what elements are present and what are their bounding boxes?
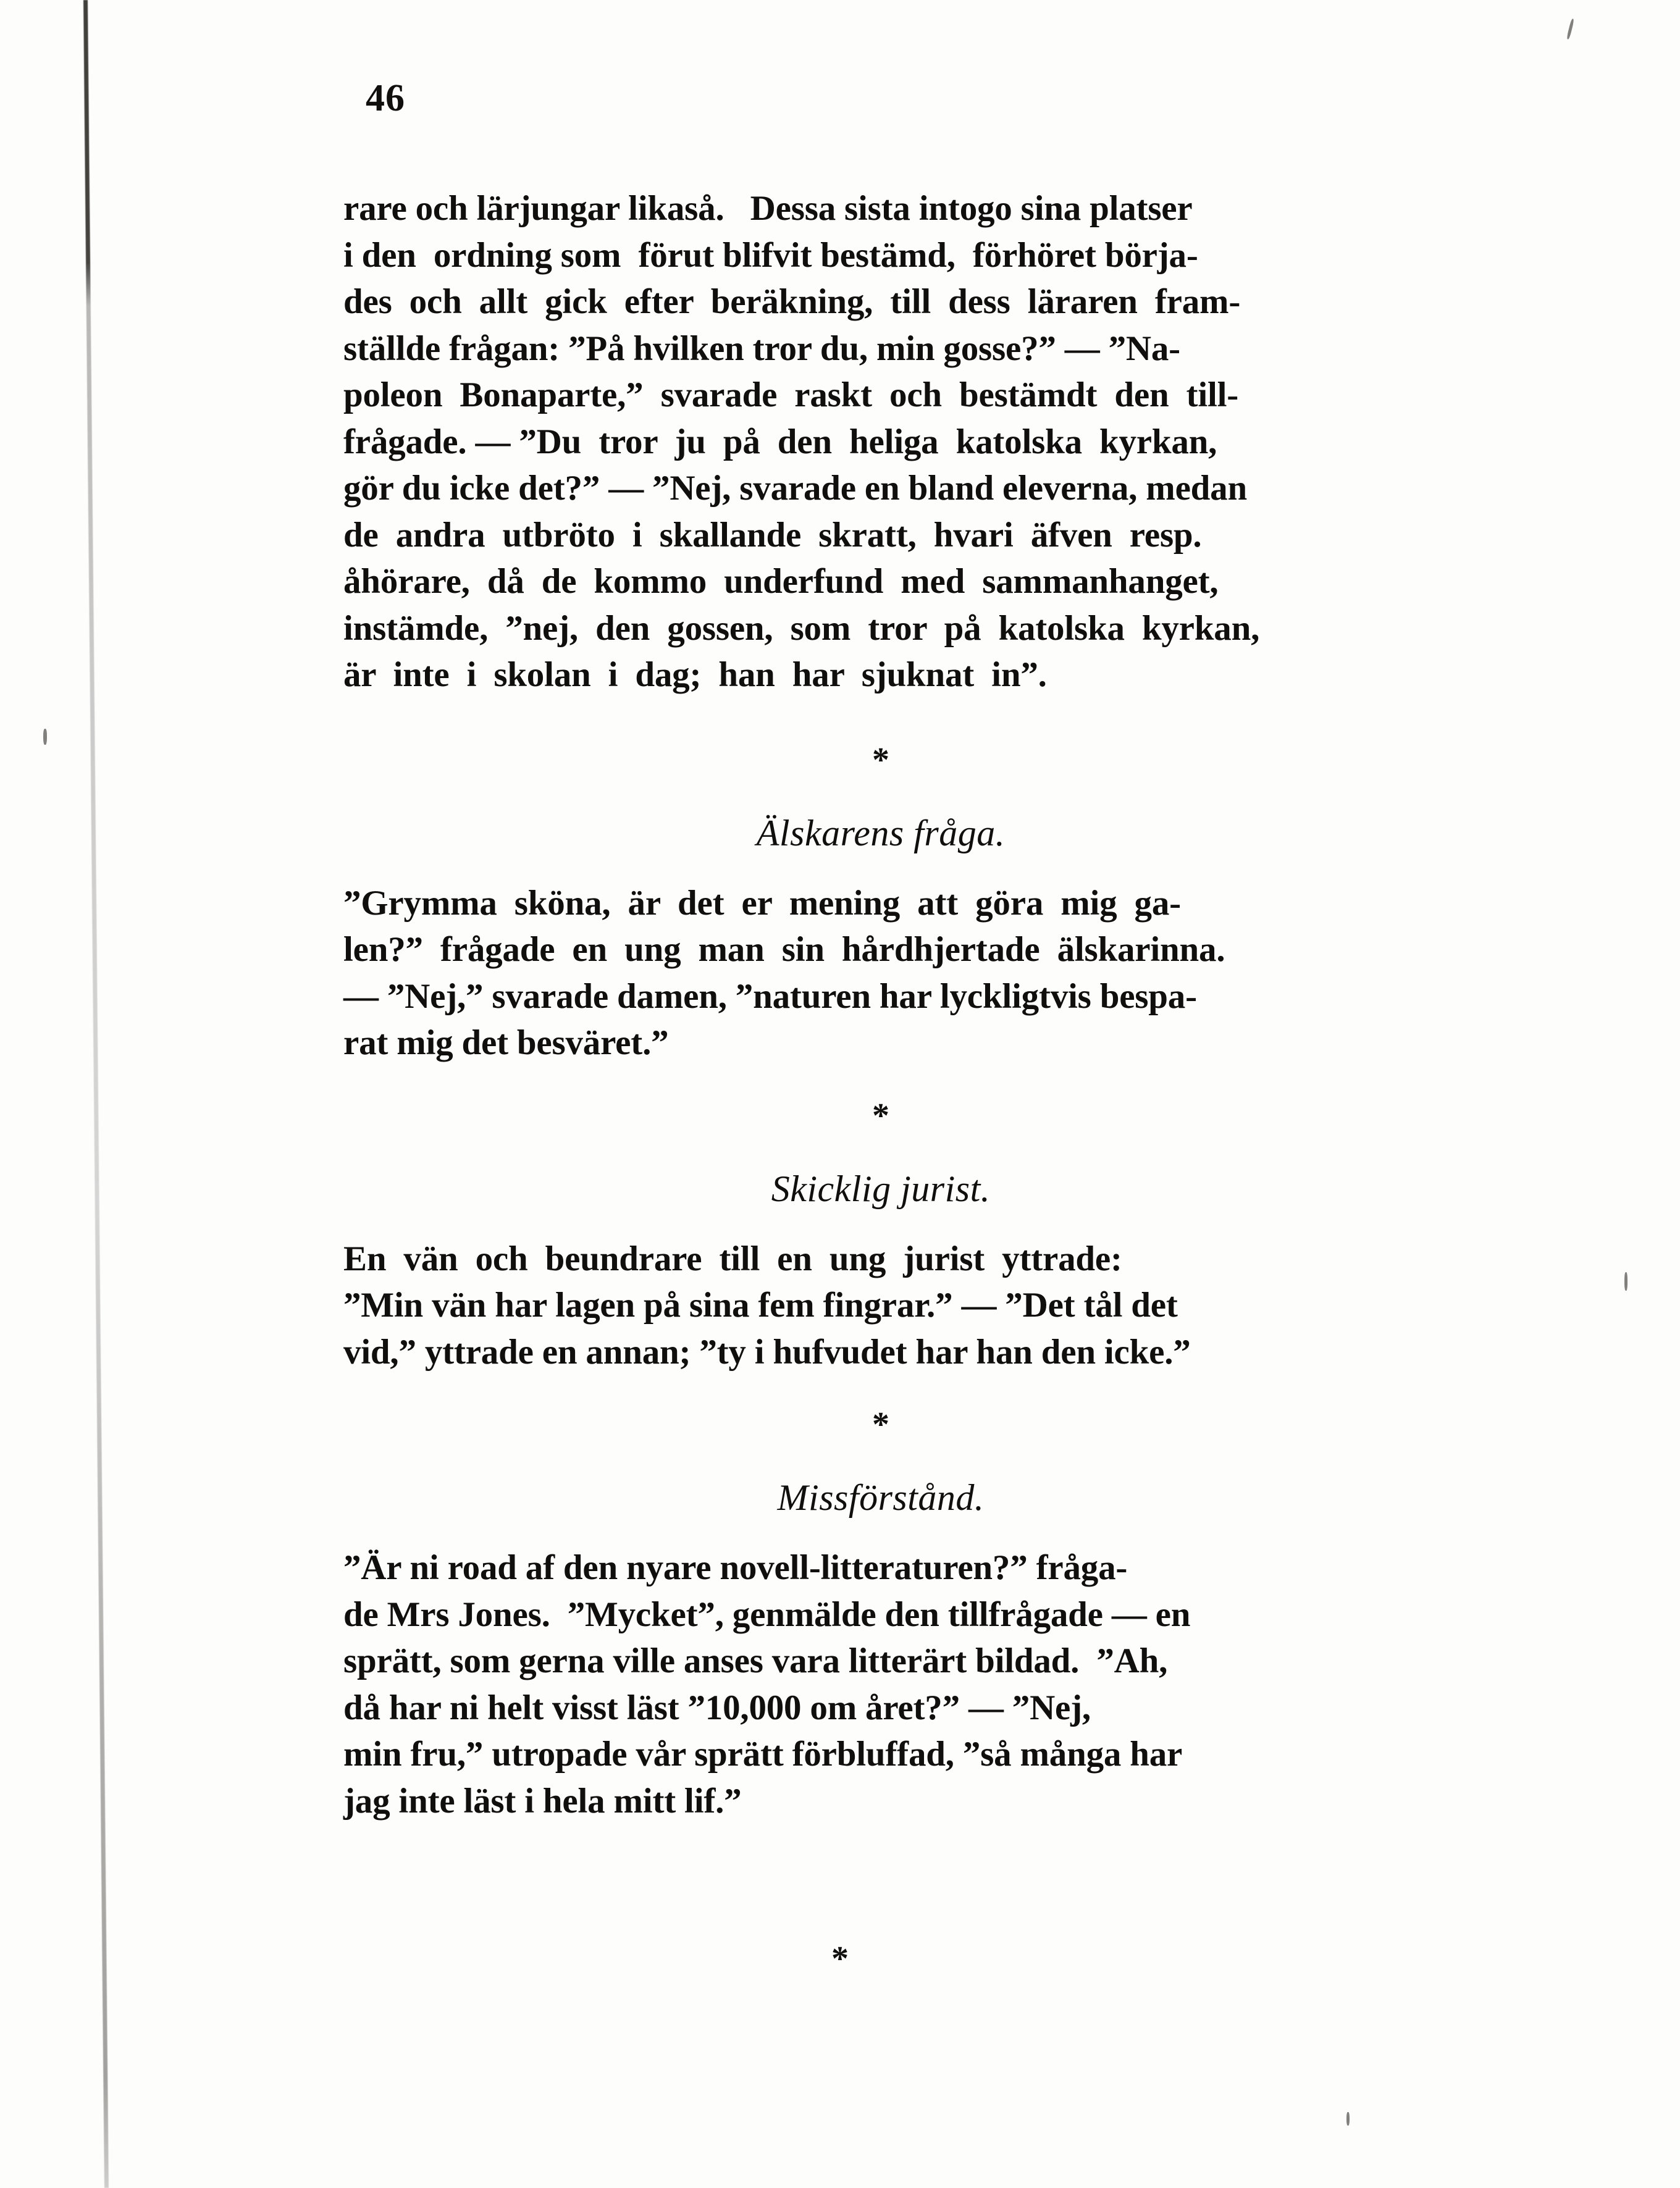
- scan-binding-artifact: [83, 0, 109, 2188]
- text-line: jag inte läst i hela mitt lif.”: [343, 1781, 742, 1821]
- asterisk-separator: *: [872, 1406, 889, 1444]
- asterisk-separator-bottom: *: [831, 1940, 849, 1978]
- text-line: då har ni helt visst läst ”10,000 om året?” — ”Nej,: [343, 1688, 1091, 1727]
- text-line: En vän och beundrare till en ung jurist yttrade:: [343, 1239, 1122, 1278]
- text-line: rare och lärjungar likaså. Dessa sista intogo sina platser: [343, 189, 1193, 228]
- paragraph-missforstand: [343, 1545, 1418, 1824]
- text-line: ”Min vän har lagen på sina fem fingrar.” — ”Det tål det: [343, 1286, 1178, 1325]
- paragraph-alskarens-fraga: [343, 880, 1418, 1067]
- scan-speck: [1624, 1272, 1628, 1291]
- text-line: frågade. — ”Du tror ju på den heliga katolska kyrkan,: [343, 422, 1217, 461]
- text-line: är inte i skolan i dag; han har sjuknat in”.: [343, 655, 1047, 694]
- text-line: vid,” yttrade en annan; ”ty i hufvudet har han den icke.”: [343, 1332, 1191, 1372]
- section-title-skicklig-jurist: Skicklig jurist.: [771, 1168, 991, 1209]
- paragraph-continued: [343, 185, 1418, 698]
- text-line: gör du icke det?” — ”Nej, svarade en bland eleverna, medan: [343, 469, 1247, 508]
- text-line: des och allt gick efter beräkning, till dess läraren fram-: [343, 282, 1241, 321]
- section-title-missforstand: Missförstånd.: [777, 1477, 985, 1518]
- text-line: åhörare, då de kommo underfund med sammanhanget,: [343, 562, 1219, 601]
- text-line: len?” frågade en ung man sin hårdhjertade älskarinna.: [343, 930, 1225, 969]
- text-line: ställde frågan: ”På hvilken tror du, min gosse?” — ”Na-: [343, 329, 1180, 368]
- page-number: 46: [366, 77, 405, 119]
- asterisk-separator: *: [872, 740, 889, 779]
- asterisk-separator: *: [872, 1096, 889, 1135]
- text-line: de Mrs Jones. ”Mycket”, genmälde den tillfrågade — en: [343, 1595, 1191, 1634]
- paragraph-skicklig-jurist: [343, 1236, 1418, 1376]
- text-line: ”Grymma sköna, är det er mening att göra mig ga-: [343, 883, 1181, 923]
- text-line: rat mig det besväret.”: [343, 1023, 669, 1062]
- text-line: sprätt, som gerna ville anses vara litterärt bildad. ”Ah,: [343, 1641, 1168, 1680]
- text-line: poleon Bonaparte,” svarade raskt och bestämdt den till-: [343, 375, 1239, 414]
- scan-speck: [43, 729, 47, 745]
- page-body: [343, 185, 1418, 1824]
- section-title-alskarens-fraga: Älskarens fråga.: [756, 812, 1006, 853]
- scan-speck: [1566, 19, 1574, 40]
- scan-speck: [1346, 2112, 1350, 2126]
- text-line: de andra utbröto i skallande skratt, hvari äfven resp.: [343, 515, 1202, 555]
- text-line: min fru,” utropade vår sprätt förbluffad, ”så många har: [343, 1735, 1183, 1774]
- text-line: instämde, ”nej, den gossen, som tror på katolska kyrkan,: [343, 608, 1260, 648]
- text-line: i den ordning som förut blifvit bestämd, förhöret börja-: [343, 235, 1198, 275]
- text-line: ”Är ni road af den nyare novell-litteraturen?” fråga-: [343, 1548, 1128, 1587]
- text-line: — ”Nej,” svarade damen, ”naturen har lyckligtvis bespa-: [343, 976, 1197, 1016]
